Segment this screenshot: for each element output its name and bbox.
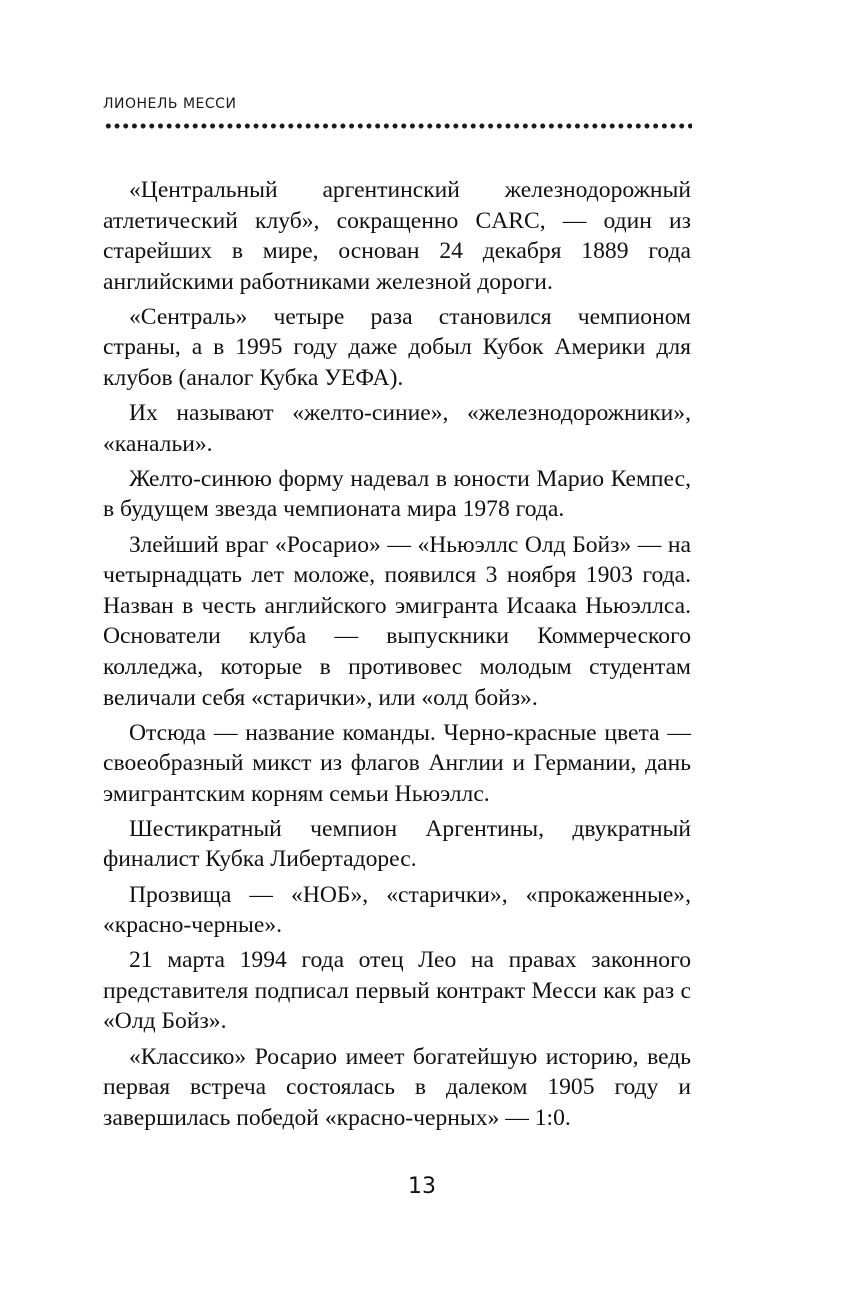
paragraph: «Центральный аргентинский железнодорожный атлетический клуб», сокращенно CARC, — один из старейших в мире, основан 24 декабря 1889 года английскими работниками железной дороги.	[103, 177, 691, 295]
paragraph: Их называют «желто-синие», «железнодорожники», «канальи».	[103, 400, 691, 457]
paragraph: «Сентраль» четыре раза становился чемпионом страны, а в 1995 году даже добыл Кубок Америки для клубов (аналог Кубка УЕФА).	[103, 303, 691, 392]
running-head: ЛИОНЕЛЬ МЕССИ	[103, 96, 237, 112]
dotted-rule	[104, 123, 692, 129]
paragraph: Злейший враг «Росарио» — «Ньюэллс Олд Бойз» — на четырнадцать лет моложе, появился 3 ноября 1903 года. Назван в честь английского эмигранта Исаака Ньюэллса. Основатели клуба — выпускники Коммерческого колледжа, которые в противовес молодым студентам величали себя «старички», или «олд бойз».	[103, 531, 691, 711]
page-number: 13	[408, 1174, 436, 1199]
paragraph: Желто-синюю форму надевал в юности Марио Кемпес, в будущем звезда чемпионата мира 1978 года.	[103, 465, 691, 523]
paragraph: Шестикратный чемпион Аргентины, двукратный финалист Кубка Либертадорес.	[103, 815, 691, 873]
paragraph: Прозвища — «НОБ», «старички», «прокаженные», «красно-черные».	[103, 881, 691, 939]
paragraph: «Классико» Росарио имеет богатейшую историю, ведь первая встреча состоялась в далеком 1905 году и завершилась победой «красно-черных» — 1:0.	[103, 1043, 691, 1131]
body-text	[103, 175, 691, 1138]
paragraph: Отсюда — название команды. Черно-красные цвета — своеобразный микст из флагов Англии и Германии, дань эмигрантским корням семьи Ньюэллс.	[103, 719, 691, 807]
paragraph: 21 марта 1994 года отец Лео на правах законного представителя подписал первый контракт Месси как раз с «Олд Бойз».	[103, 947, 691, 1035]
